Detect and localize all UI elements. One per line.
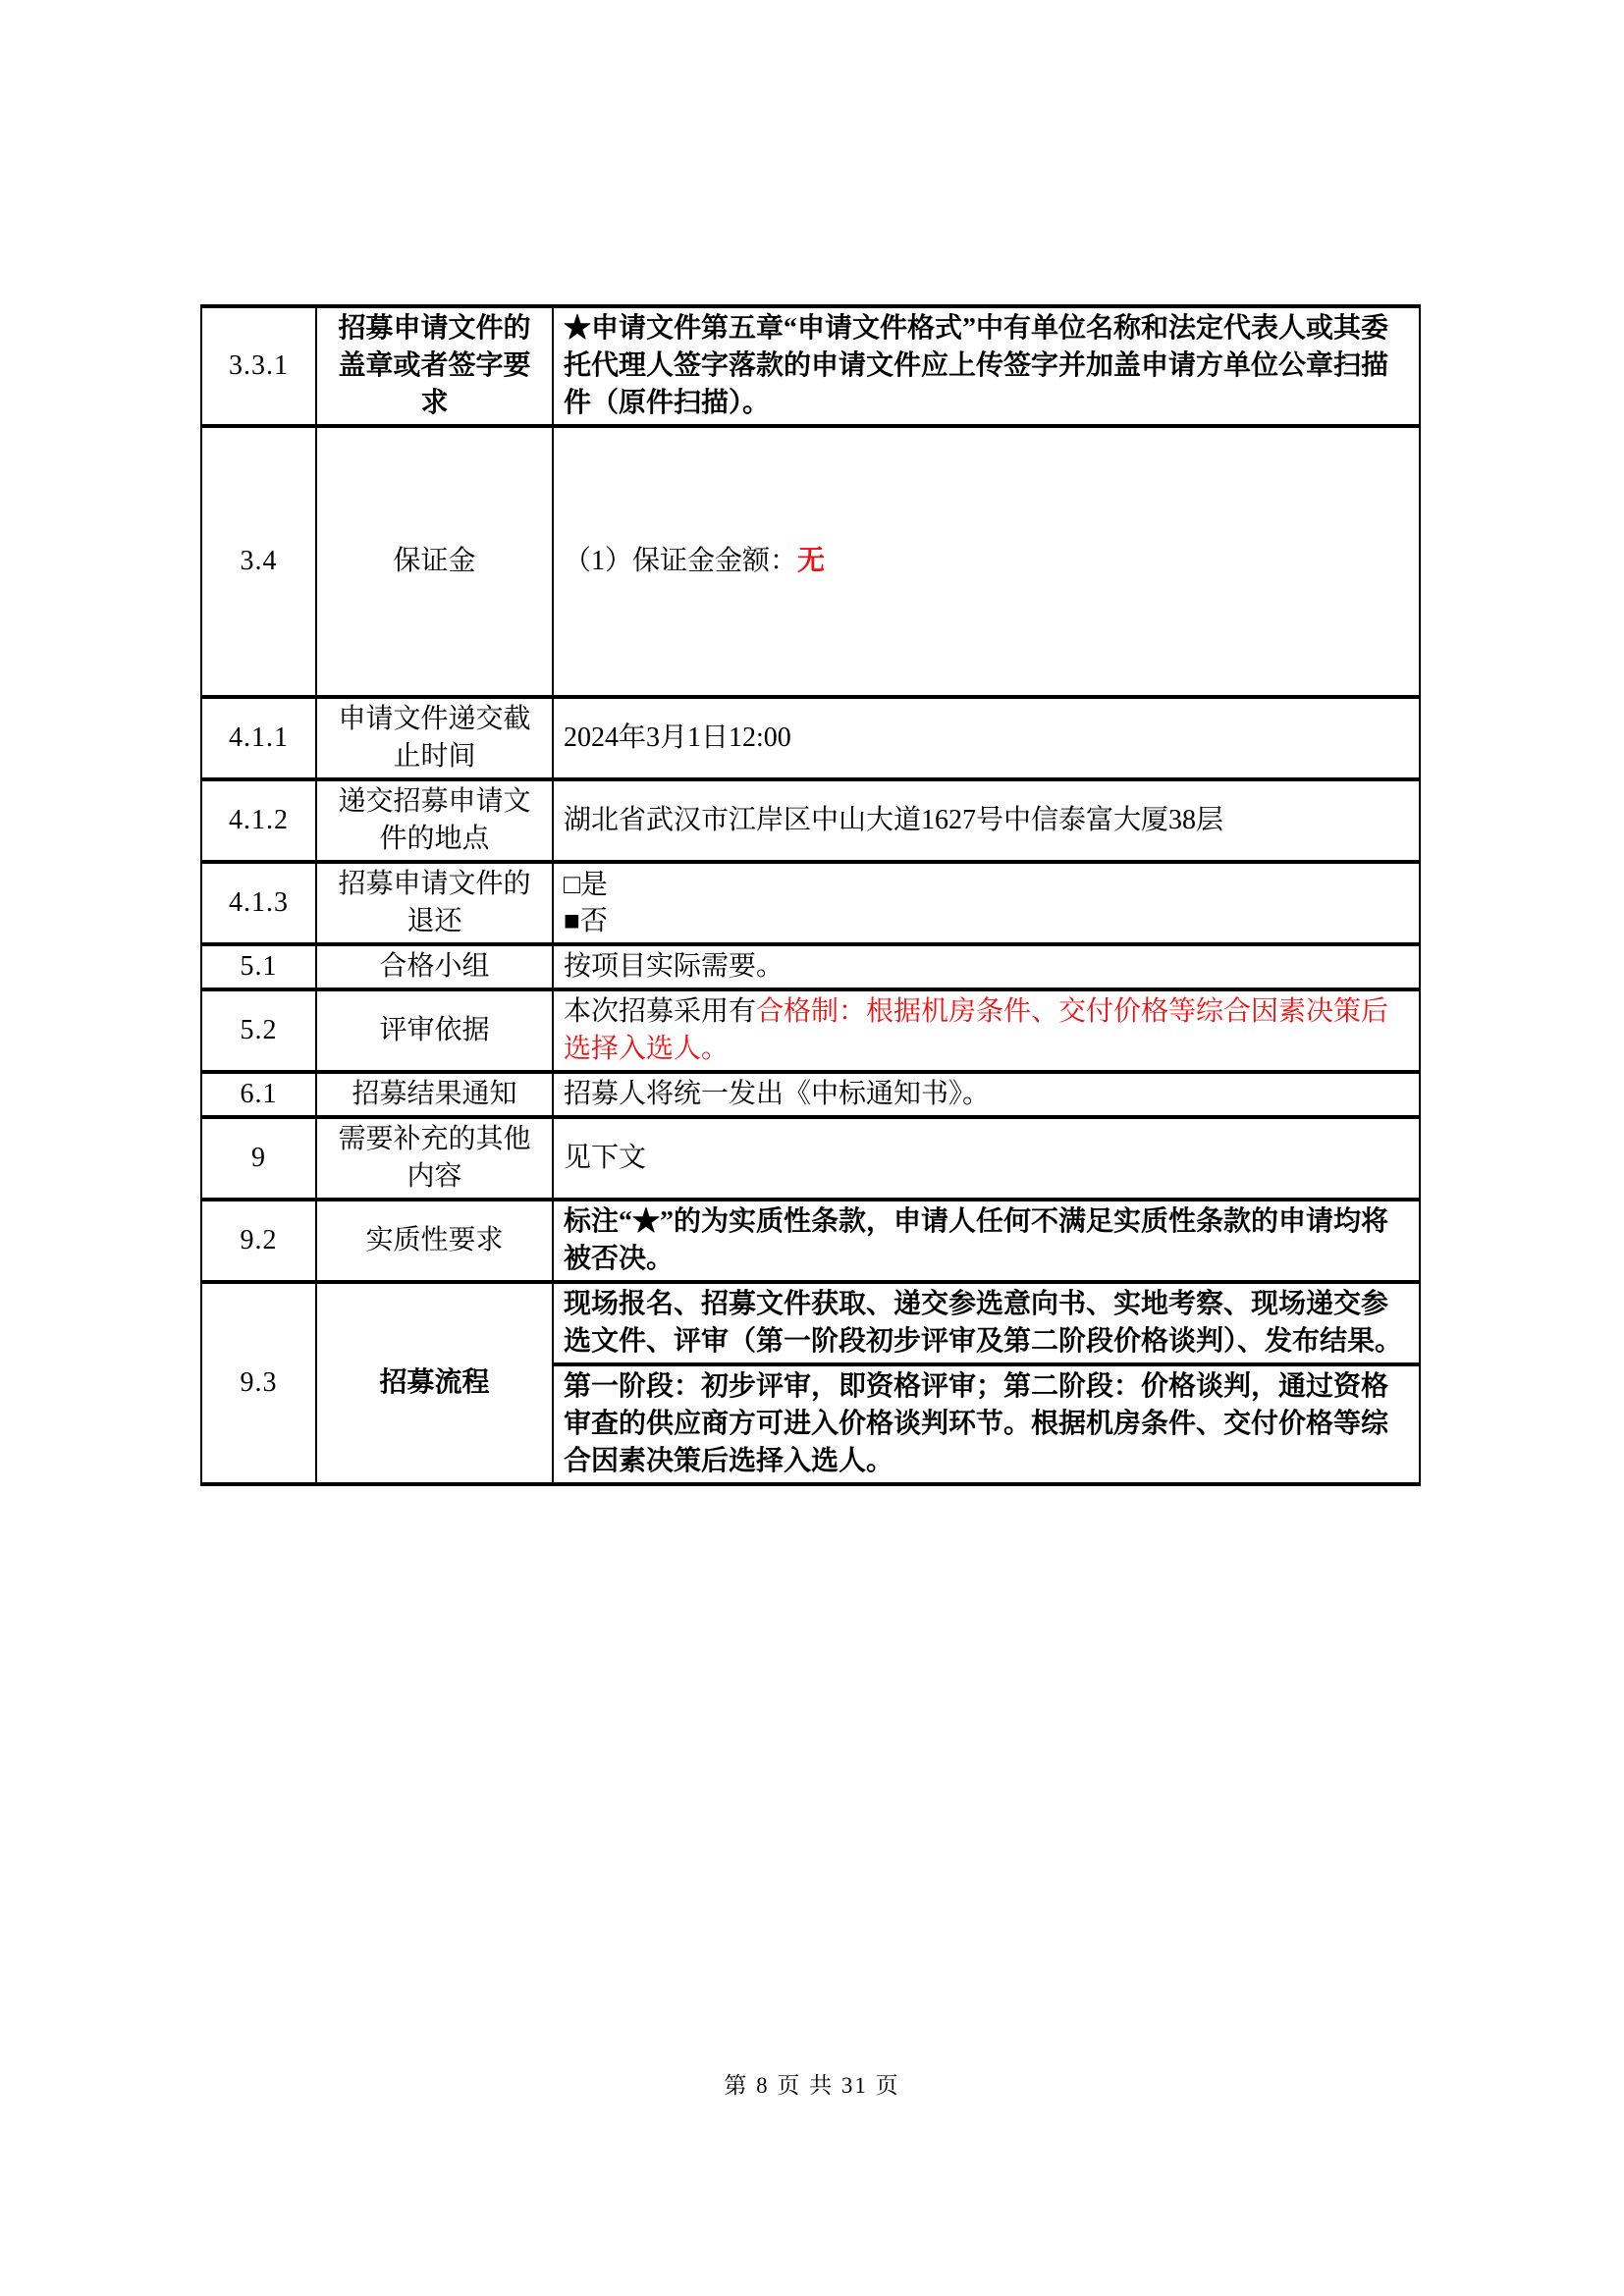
table-row: [201, 779, 1420, 862]
table-row: [201, 306, 1420, 426]
row-9-number: 9: [201, 1117, 316, 1200]
table-row: [201, 1282, 1420, 1364]
row-93-number: 9.3: [201, 1282, 316, 1484]
row-411-value: 2024年3月1日12:00: [553, 697, 1420, 779]
row-51-number: 5.1: [201, 944, 316, 989]
page-number-text: 第 8 页 共 31 页: [724, 2073, 900, 2098]
row-92-label: 实质性要求: [316, 1200, 553, 1282]
row-93-value-process: 现场报名、招募文件获取、递交参选意向书、实地考察、现场递交参选文件、评审（第一阶段初步评审及第二阶段价格谈判）、发布结果。: [553, 1282, 1420, 1364]
row-412-number: 4.1.2: [201, 779, 316, 862]
tender-terms-table: [200, 304, 1421, 1486]
row-412-label: 递交招募申请文件的地点: [316, 779, 553, 862]
row-93-label: 招募流程: [316, 1282, 553, 1484]
row-413-value: [553, 862, 1420, 944]
table-row: [201, 426, 1420, 697]
row-413-number: 4.1.3: [201, 862, 316, 944]
row-411-number: 4.1.1: [201, 697, 316, 779]
row-331-value: ★申请文件第五章“申请文件格式”中有单位名称和法定代表人或其委托代理人签字落款的申请文件应上传签字并加盖申请方单位公章扫描件（原件扫描）。: [553, 306, 1420, 426]
review-basis-highlight: 合格制：根据机房条件、交付价格等综合因素决策后选择入选人。: [564, 996, 1389, 1064]
table-row: [201, 944, 1420, 989]
row-331-label: 招募申请文件的盖章或者签字要求: [316, 306, 553, 426]
deposit-amount-text: （1）保证金金额：: [564, 546, 798, 576]
row-92-value: 标注“★”的为实质性条款，申请人任何不满足实质性条款的申请均将被否决。: [553, 1200, 1420, 1282]
row-61-label: 招募结果通知: [316, 1072, 553, 1117]
row-52-label: 评审依据: [316, 989, 553, 1072]
table-row: [201, 1200, 1420, 1282]
row-93-value-stages: 第一阶段：初步评审，即资格评审；第二阶段：价格谈判，通过资格审查的供应商方可进入价格谈判环节。根据机房条件、交付价格等综合因素决策后选择入选人。: [553, 1364, 1420, 1484]
row-51-value: 按项目实际需要。: [553, 944, 1420, 989]
row-9-label: 需要补充的其他内容: [316, 1117, 553, 1200]
option-yes-checkbox: □是: [564, 870, 608, 900]
option-no-checkbox: ■否: [564, 906, 608, 936]
row-34-label: 保证金: [316, 426, 553, 697]
row-61-value: 招募人将统一发出《中标通知书》。: [553, 1072, 1420, 1117]
deposit-amount-none: 无: [797, 546, 826, 576]
row-9-value: 见下文: [553, 1117, 1420, 1200]
row-52-value: [553, 989, 1420, 1072]
row-34-value: [553, 426, 1420, 697]
table-row: [201, 1117, 1420, 1200]
row-331-number: 3.3.1: [201, 306, 316, 426]
table-row: [201, 697, 1420, 779]
row-61-number: 6.1: [201, 1072, 316, 1117]
row-412-value: 湖北省武汉市江岸区中山大道1627号中信泰富大厦38层: [553, 779, 1420, 862]
review-basis-text: 本次招募采用有: [564, 996, 757, 1027]
row-411-label: 申请文件递交截止时间: [316, 697, 553, 779]
table-row: [201, 862, 1420, 944]
page-footer: [0, 2067, 1624, 2100]
row-92-number: 9.2: [201, 1200, 316, 1282]
row-52-number: 5.2: [201, 989, 316, 1072]
table-row: [201, 1072, 1420, 1117]
row-413-label: 招募申请文件的退还: [316, 862, 553, 944]
row-51-label: 合格小组: [316, 944, 553, 989]
row-34-number: 3.4: [201, 426, 316, 697]
table-row: [201, 989, 1420, 1072]
